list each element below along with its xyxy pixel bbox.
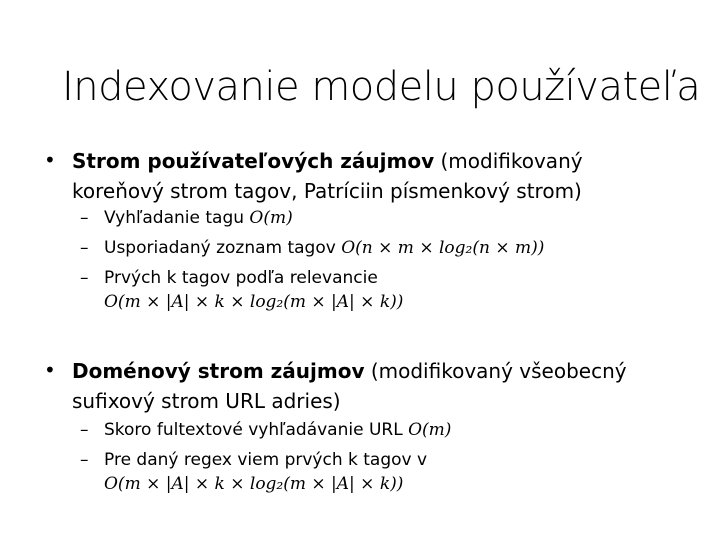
bullet-heading: Doménový strom záujmov	[72, 359, 365, 383]
math-formula: O(n × m × log₂(n × m))	[341, 238, 545, 258]
bullet-heading: Strom používateľových záujmov	[72, 149, 435, 173]
subitem-text: Vyhľadanie tagu	[104, 208, 250, 228]
subitem	[104, 236, 684, 260]
subitem-text: Skoro fultextové vyhľadávanie URL	[104, 420, 409, 440]
subitem-text: Usporiadaný zoznam tagov	[104, 238, 342, 258]
bullet: •	[44, 358, 56, 382]
dash: –	[80, 238, 89, 258]
subitem-text: Prvých k tagov podľa relevancie	[104, 268, 378, 288]
dash: –	[80, 420, 89, 440]
slide-title: Indexovanie modelu používateľa	[62, 64, 701, 110]
subitem	[104, 206, 684, 230]
subitem	[104, 418, 684, 442]
bullet-text-line2: sufixový strom URL adries)	[72, 389, 341, 413]
bullet-text: (modifikovaný	[434, 149, 583, 173]
bullet-item-domain-interest-tree	[72, 356, 682, 416]
math-formula: O(m × |A| × k × log₂(m × |A| × k))	[104, 292, 404, 312]
dash: –	[80, 208, 89, 228]
bullet: •	[44, 148, 56, 172]
math-formula: O(m × |A| × k × log₂(m × |A| × k))	[104, 474, 404, 494]
subitem	[104, 266, 684, 314]
bullet-text-line2: koreňový strom tagov, Patríciin písmenkový strom)	[72, 179, 582, 203]
subitem-text: Pre daný regex viem prvých k tagov v	[104, 450, 428, 470]
dash: –	[80, 268, 89, 288]
subitem	[104, 448, 684, 496]
dash: –	[80, 450, 89, 470]
math-formula: O(m)	[408, 420, 452, 440]
math-formula: O(m)	[249, 208, 293, 228]
bullet-item-user-interest-tree	[72, 146, 682, 206]
bullet-text: (modifikovaný všeobecný	[364, 359, 627, 383]
